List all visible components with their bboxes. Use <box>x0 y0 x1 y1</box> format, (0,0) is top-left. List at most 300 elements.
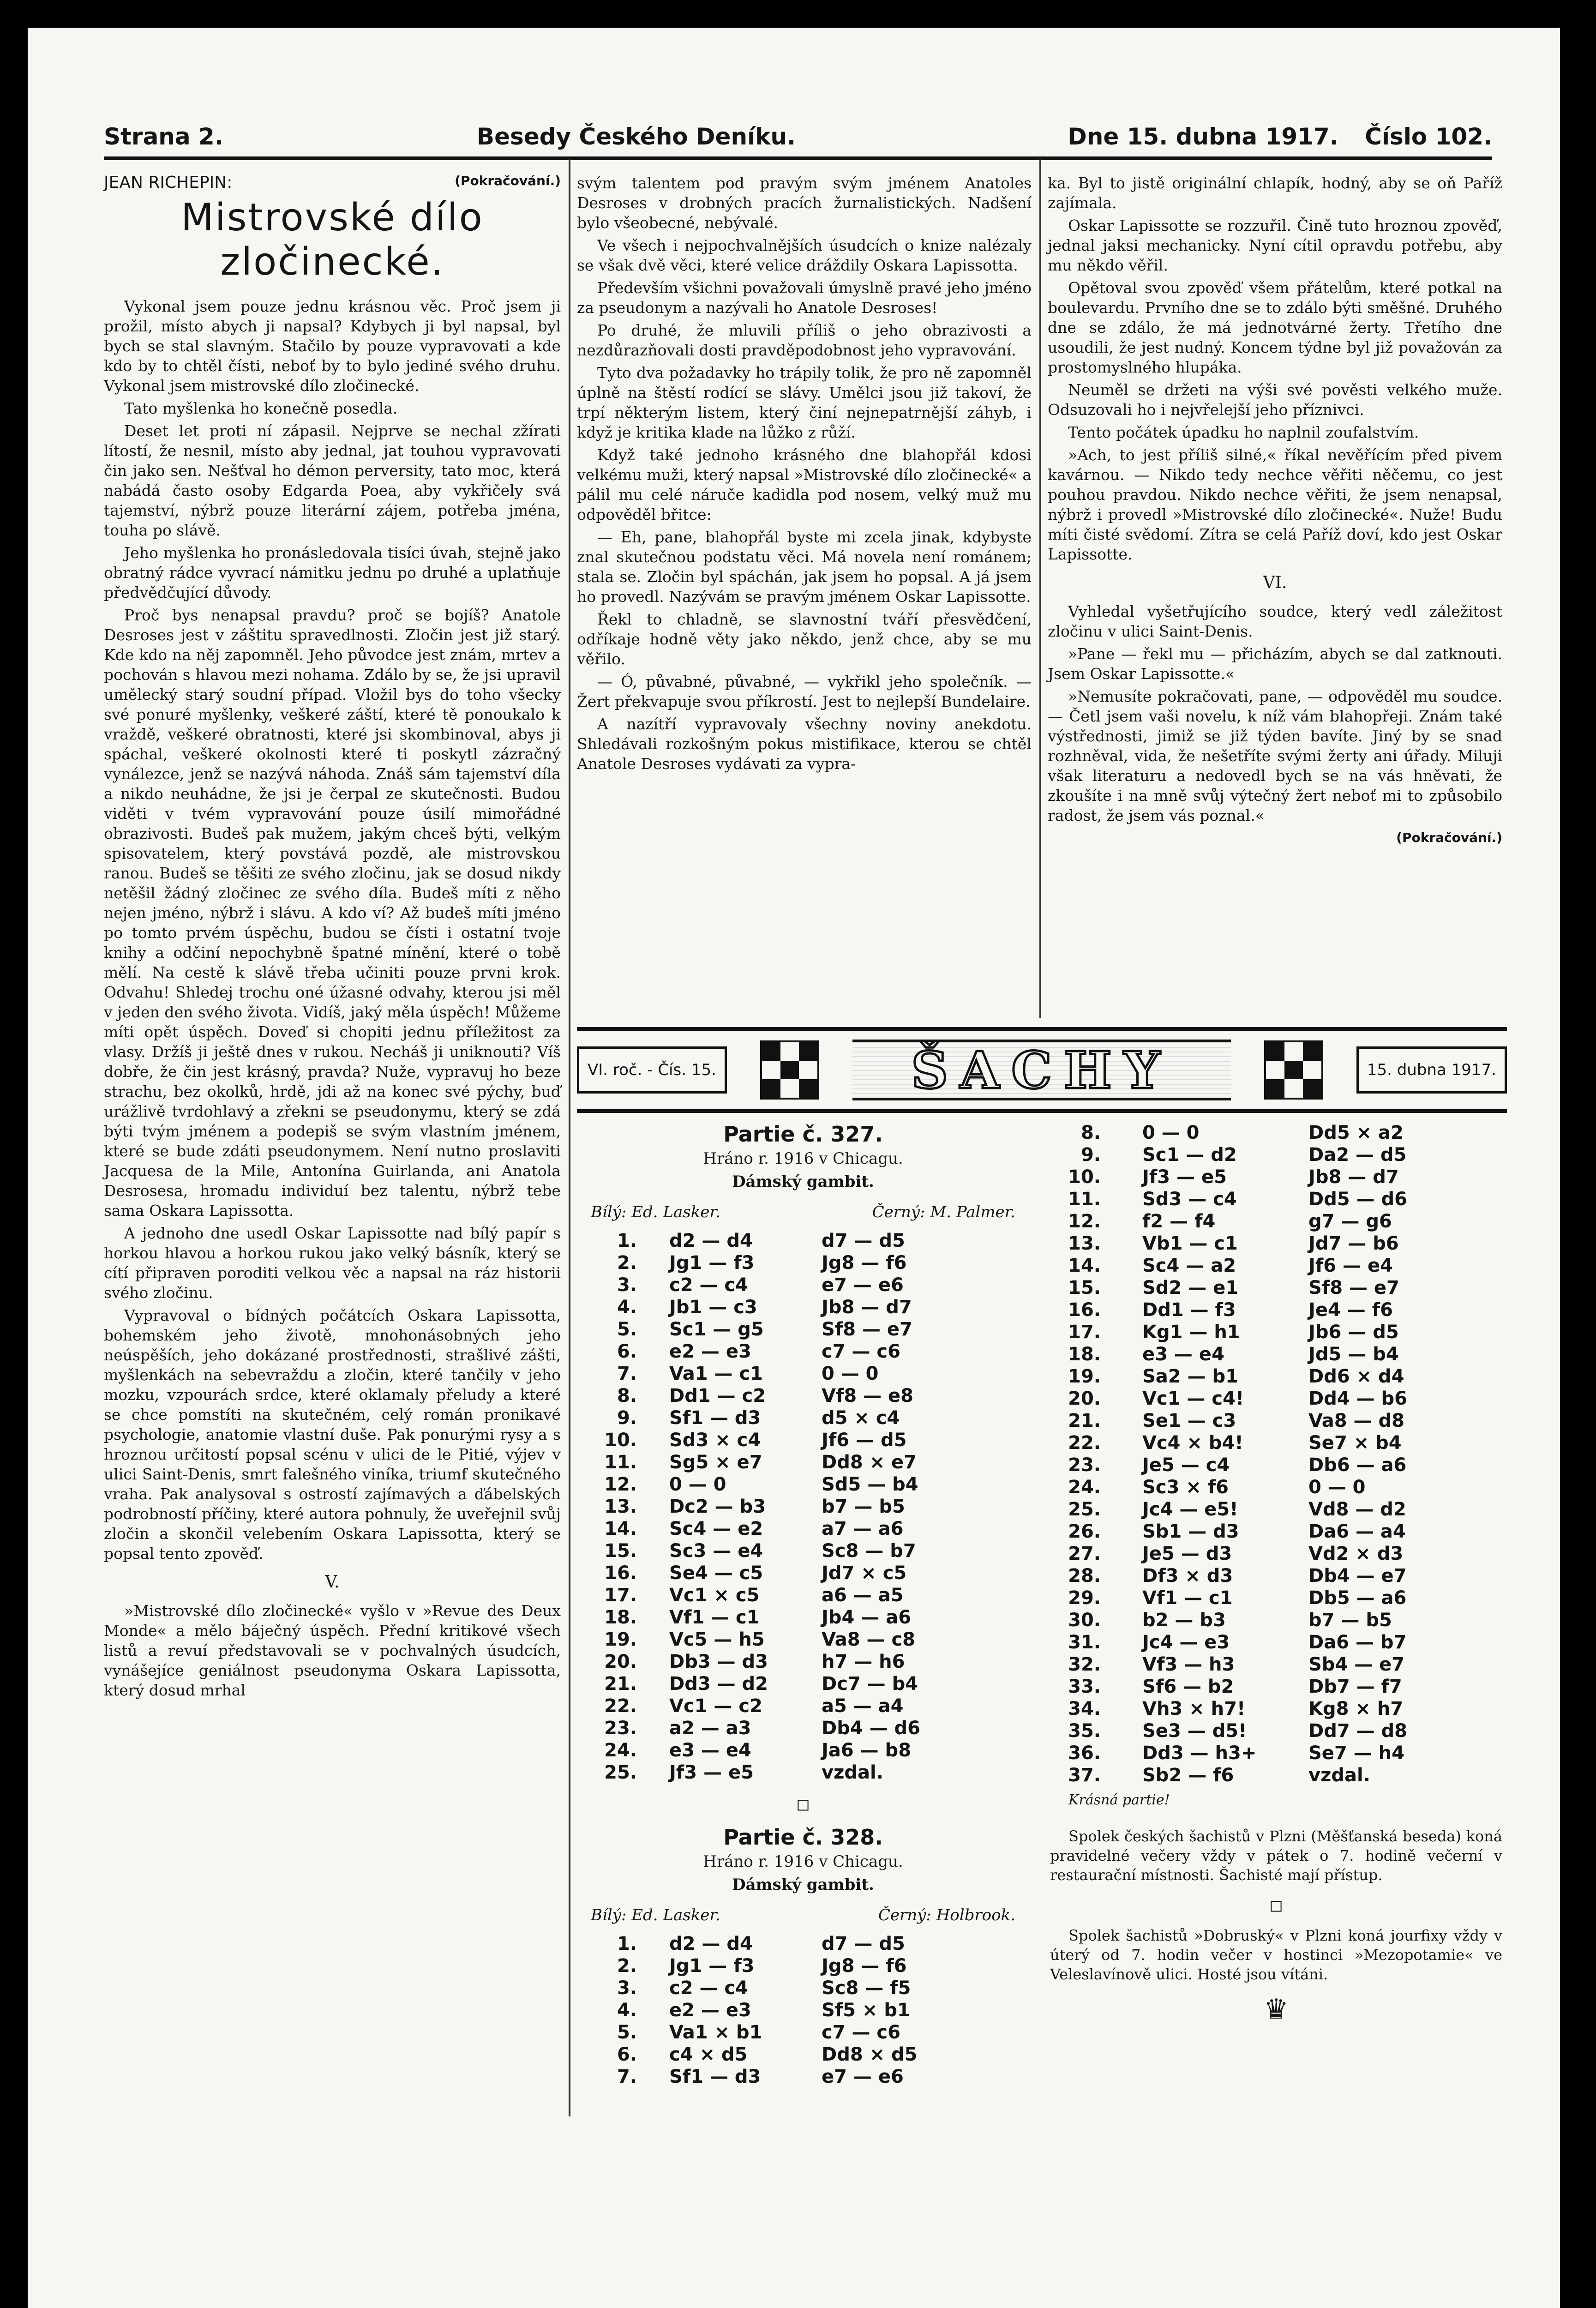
paragraph: Tyto dva požadavky ho trápily tolik, že pro ně zapomněl úplně na štěstí rodící se slávy. Umělci jsou již takoví, že trpí některým listem, který činí nejnepatrnější záhyb, i když je kritika klade na lůžko z růží. <box>577 364 1032 441</box>
move-number: 37. <box>1068 1765 1101 1786</box>
black-move: Dd5 × a2 <box>1308 1122 1404 1143</box>
black-move: vzdal. <box>1308 1765 1370 1786</box>
black-move: Se7 × b4 <box>1308 1432 1402 1454</box>
move-row <box>582 1933 974 1955</box>
black-move: b7 — b5 <box>822 1496 905 1517</box>
club-notice: Spolek českých šachistů v Plzni (Měšťanská beseda) koná pravidelné večery vždy v pátek o 7. hodině večerní v restaurační místnosti. Šachisté mají přístup. <box>1050 1827 1502 1884</box>
move-number: 15. <box>604 1540 637 1562</box>
white-move: Sd2 — e1 <box>1142 1277 1239 1298</box>
paragraph: Jeho myšlenka ho pronásledovala tisíci úvah, stejně jako obratný rádce vyvrací námitku jednu po druhé a uplatňuje předvědčující důvody. <box>104 544 561 601</box>
move-row <box>582 1340 974 1363</box>
chess-banner <box>577 1027 1507 1113</box>
white-player: Bílý: Ed. Lasker. <box>591 1203 720 1221</box>
move-number: 35. <box>1068 1720 1101 1742</box>
move-number: 4. <box>617 1297 637 1318</box>
paragraph: Tento počátek úpadku ho naplnil zoufalstvím. <box>1068 423 1419 441</box>
club-notice: Spolek šachistů »Dobruský« v Plzni koná jourfixy vždy v úterý od 7. hodin večer v hostinci »Mezopotamie« ve Veleslavínově ulici. Hosté jsou vítáni. <box>1050 1927 1502 1983</box>
black-move: Je4 — f6 <box>1308 1299 1393 1321</box>
move-number: 28. <box>1068 1565 1101 1587</box>
move-row <box>582 1717 974 1739</box>
white-move: Sc1 — g5 <box>669 1319 764 1340</box>
col3-body <box>1048 173 1502 564</box>
column-rule <box>1039 159 1041 1018</box>
white-move: Sc4 — a2 <box>1142 1255 1236 1276</box>
white-move: c2 — c4 <box>669 1274 748 1296</box>
paragraph: Když také jednoho krásného dne blahopřál kdosi velkému muži, který napsal »Mistrovské dílo zločinecké« a pálil mu celé náruče kadidla pod nosem, velký muž mu odpověděl břitce: <box>577 446 1032 523</box>
white-move: Se3 — d5! <box>1142 1720 1247 1742</box>
white-move: Df3 × d3 <box>1142 1565 1233 1587</box>
white-move: Jf3 — e5 <box>669 1762 754 1783</box>
black-move: Db4 — e7 <box>1308 1565 1407 1587</box>
black-move: Dd5 — d6 <box>1308 1189 1407 1210</box>
move-number: 21. <box>604 1673 637 1695</box>
white-move: Va1 × b1 <box>669 2022 762 2043</box>
move-number: 24. <box>604 1740 637 1761</box>
chess-column-1 <box>582 1122 1025 2088</box>
white-move: Sg5 × e7 <box>669 1452 762 1473</box>
black-move: a7 — a6 <box>822 1518 904 1539</box>
move-number: 25. <box>604 1762 637 1783</box>
white-move: Db3 — d3 <box>669 1651 768 1672</box>
game-remark: Krásná partie! <box>1068 1792 1170 1808</box>
white-move: Va1 — c1 <box>669 1363 763 1384</box>
white-move: 0 — 0 <box>669 1474 726 1495</box>
paragraph: Oskar Lapissotte se rozzuřil. Čině tuto hroznou zpověď, jednal jaksi mechanicky. Nyní cítil opravdu potřebu, aby mu někdo věřil. <box>1048 216 1502 274</box>
black-move: Vd2 × d3 <box>1308 1543 1404 1564</box>
move-number: 23. <box>604 1718 637 1739</box>
move-row <box>1050 1631 1461 1653</box>
move-row <box>582 1562 974 1584</box>
chess-title: ŠACHY <box>852 1040 1231 1100</box>
move-number: 13. <box>1068 1233 1101 1254</box>
white-move: Se1 — c3 <box>1142 1410 1236 1431</box>
black-move: Sc8 — b7 <box>822 1540 916 1562</box>
move-row <box>1050 1255 1461 1277</box>
move-number: 3. <box>617 1977 637 1999</box>
move-row <box>1050 1232 1461 1255</box>
white-move: d2 — d4 <box>669 1230 753 1251</box>
move-row <box>582 1296 974 1318</box>
section-heading: VI. <box>1263 573 1287 592</box>
move-number: 16. <box>1068 1299 1101 1321</box>
white-move: Dd3 — h3+ <box>1142 1743 1257 1764</box>
move-row <box>582 1999 974 2021</box>
move-number: 11. <box>604 1452 637 1473</box>
move-number: 7. <box>617 2066 637 2087</box>
black-move: Db6 — a6 <box>1308 1455 1407 1476</box>
black-move: Db7 — f7 <box>1308 1676 1402 1697</box>
game-place: Hráno r. 1916 v Chicagu. <box>703 1852 903 1871</box>
move-row <box>582 1584 974 1606</box>
move-row <box>582 2066 974 2088</box>
move-number: 29. <box>1068 1587 1101 1609</box>
black-move: vzdal. <box>822 1762 883 1783</box>
story-column-2 <box>577 173 1032 776</box>
paragraph: »Pane — řekl mu — přicházím, abych se dal zatknouti. Jsem Oskar Lapissotte.« <box>1048 645 1502 683</box>
black-move: c7 — c6 <box>822 1341 900 1362</box>
white-move: Sc4 — e2 <box>669 1518 763 1539</box>
move-number: 9. <box>1080 1144 1101 1166</box>
move-row <box>582 1230 974 1252</box>
paragraph: Tato myšlenka ho konečně posedla. <box>124 399 398 417</box>
white-move: c4 × d5 <box>669 2044 748 2065</box>
paragraph: Deset let proti ní zápasil. Nejprve se nechal zžírati lítostí, že nesnil, místo aby jednal, jat touhou vypravovati čin jako sen. Nešťval ho démon perversity, tato moc, která nabádá často osoby Edgarda Poea, aby vykřičely svá tajemství, nýbrž pouze literární zájem, potřeba jména, touha po slávě. <box>104 422 561 539</box>
black-move: d7 — d5 <box>822 1230 905 1251</box>
move-row <box>1050 1498 1461 1521</box>
move-number: 7. <box>617 1363 637 1384</box>
moves-table <box>1050 1122 1461 1786</box>
move-number: 31. <box>1068 1632 1101 1653</box>
paragraph: Vypravoval o bídných počátcích Oskara Lapissotta, bohemském jeho životě, mnohonásobných jeho neúspěších, jeho dokázané prostřednosti, strašlivé zášti, myšlenkách na sebevraždu a zločin, které tančily v jeho mozku, vzpourách srdce, které oklamaly přeludy a které se chce pomstíti na skutečném, celý román pronikavé psychologie, anatomie vlastní duše. Pak ponurými rysy a s hroznou určitostí popsal scénu v ulici de le Pitié, výjev v ulici Saint-Denis, smrt falešného viníka, triumf skutečného vraha. Pak analysoval s ostrostí zajímavých a ďábelských podrobností příčiny, které autora pohnuly, že uveřejnil svůj zločin a skončil velebením Oskara Lapissotta, který se popsal tento zpověď. <box>104 1306 561 1563</box>
white-move: Vb1 — c1 <box>1142 1233 1238 1254</box>
black-move: d7 — d5 <box>822 1933 905 1954</box>
move-row <box>582 1429 974 1451</box>
white-move: Se4 — c5 <box>669 1563 763 1584</box>
paragraph: Řekl to chladně, se slavnostní tváří přesvědčení, odříkaje hodně věty jako někdo, jenž chce, aby se mu věřilo. <box>577 610 1032 668</box>
black-move: Dd8 × e7 <box>822 1452 917 1473</box>
move-row <box>582 2044 974 2066</box>
black-move: h7 — h6 <box>822 1651 905 1672</box>
game-title: Partie č. 328. <box>723 1825 883 1850</box>
white-move: Sf6 — b2 <box>1142 1676 1234 1697</box>
black-move: Jb6 — d5 <box>1308 1322 1399 1343</box>
black-move: Db4 — d6 <box>822 1718 920 1739</box>
black-move: Se7 — h4 <box>1308 1743 1404 1764</box>
white-move: Vf1 — c1 <box>669 1607 760 1628</box>
black-move: c7 — c6 <box>822 2022 900 2043</box>
move-number: 19. <box>604 1629 637 1650</box>
move-row <box>1050 1188 1461 1210</box>
black-move: Dd7 — d8 <box>1308 1720 1407 1742</box>
white-move: Jc4 — e3 <box>1142 1632 1230 1653</box>
black-move: Jb8 — d7 <box>822 1297 912 1318</box>
white-move: Vc1 — c4! <box>1142 1388 1244 1409</box>
white-move: Vf1 — c1 <box>1142 1587 1233 1609</box>
move-row <box>1050 1410 1461 1432</box>
col1-body <box>104 296 561 1563</box>
move-row <box>1050 1676 1461 1698</box>
move-row <box>582 1385 974 1407</box>
black-move: g7 — g6 <box>1308 1211 1392 1232</box>
move-number: 14. <box>1068 1255 1101 1276</box>
move-row <box>1050 1764 1461 1786</box>
white-move: Sb2 — f6 <box>1142 1765 1234 1786</box>
story-column-3 <box>1048 173 1502 845</box>
move-row <box>582 1761 974 1784</box>
white-move: Je5 — d3 <box>1142 1543 1232 1564</box>
white-move: Sc3 — e4 <box>669 1540 763 1562</box>
white-move: Sf1 — d3 <box>669 2066 761 2087</box>
white-move: 0 — 0 <box>1142 1122 1200 1143</box>
move-number: 8. <box>1080 1122 1101 1143</box>
black-move: Sf8 — e7 <box>822 1319 912 1340</box>
paragraph: A jednoho dne usedl Oskar Lapissotte nad bílý papír s horkou hlavou a horkou rukou jako velký básník, který se cítí připraven poroditi velkou věc a napsal na ráz historii svého zločinu. <box>104 1224 561 1302</box>
black-move: Sc8 — f5 <box>822 1977 911 1999</box>
moves-table <box>582 1933 974 2088</box>
move-number: 36. <box>1068 1743 1101 1764</box>
checker-icon <box>760 1040 819 1100</box>
black-move: b7 — b5 <box>1308 1610 1392 1631</box>
column-rule <box>569 1018 570 2116</box>
issue-number: Číslo 102. <box>1365 123 1492 150</box>
paragraph: Především všichni považovali úmyslně pravé jeho jméno za pseudonym a nazývali ho Anatole Desroses! <box>577 279 1032 317</box>
move-row <box>582 1318 974 1340</box>
paragraph: Opětoval svou zpověď všem přátelům, které potkal na boulevardu. Prvního dne se to zdálo býti směšné. Druhého dne se zdálo, že má jednotvárné žerty. Třetího dne usoudili, že jest nudný. Koncem týdne byl již považován za prostomyslného hlupáka. <box>1048 279 1502 376</box>
black-move: Jd7 — b6 <box>1308 1233 1399 1254</box>
white-move: e2 — e3 <box>669 2000 751 2021</box>
move-number: 8. <box>617 1385 637 1406</box>
black-move: Dd6 × d4 <box>1308 1366 1404 1387</box>
story-column-1 <box>104 173 561 1703</box>
white-move: Jg1 — f3 <box>669 1955 755 1977</box>
black-move: Dd8 × d5 <box>822 2044 918 2065</box>
move-number: 22. <box>1068 1432 1101 1454</box>
black-move: Jd5 — b4 <box>1308 1344 1399 1365</box>
white-move: Sb1 — d3 <box>1142 1521 1239 1542</box>
move-row <box>1050 1476 1461 1498</box>
move-number: 2. <box>617 1252 637 1274</box>
white-move: d2 — d4 <box>669 1933 753 1954</box>
white-move: e3 — e4 <box>669 1740 751 1761</box>
paragraph: — Ó, půvabné, půvabné, — vykřikl jeho společník. — Žert překvapuje svou příkrostí. Jest to nejlepší Bundelaire. <box>577 673 1032 710</box>
black-move: Kg8 × h7 <box>1308 1698 1404 1719</box>
checker-icon <box>1264 1040 1323 1100</box>
move-number: 14. <box>604 1518 637 1539</box>
move-row <box>582 1673 974 1695</box>
move-number: 12. <box>1068 1211 1101 1232</box>
black-move: Ja6 — b8 <box>822 1740 912 1761</box>
move-number: 26. <box>1068 1521 1101 1542</box>
move-number: 25. <box>1068 1499 1101 1520</box>
paragraph: svým talentem pod pravým svým jménem Anatoles Desroses v drobných pracích žurnalistických. Nadšení bylo všeobecné, nebývalé. <box>577 174 1032 232</box>
white-move: b2 — b3 <box>1142 1610 1226 1631</box>
move-row <box>582 1955 974 1977</box>
black-move: d5 × c4 <box>822 1407 900 1429</box>
issue-date: Dne 15. dubna 1917. <box>1068 123 1338 150</box>
players <box>591 1203 1015 1221</box>
paragraph: A nazítří vypravovaly všechny noviny anekdotu. Shledávali rozkošným pokus mistifikace, kterou se chtěl Anatole Desroses vydávati za vypra- <box>577 715 1032 773</box>
move-number: 6. <box>617 2044 637 2065</box>
move-row <box>582 1252 974 1274</box>
move-number: 17. <box>604 1585 637 1606</box>
black-move: a6 — a5 <box>822 1585 904 1606</box>
move-row <box>1050 1299 1461 1321</box>
game-opening: Dámský gambit. <box>732 1172 874 1191</box>
black-move: Jf6 — d5 <box>822 1430 907 1451</box>
byline <box>104 173 561 192</box>
column-rule <box>569 159 570 1018</box>
white-move: c2 — c4 <box>669 1977 748 1999</box>
date-issue <box>1049 123 1492 150</box>
white-player: Bílý: Ed. Lasker. <box>591 1906 720 1924</box>
move-number: 17. <box>1068 1322 1101 1343</box>
author: JEAN RICHEPIN: <box>104 173 233 192</box>
paragraph: »Ach, to jest příliš silné,« říkal nevěřícím před pivem kavárnou. — Nikdo tedy nechce věřiti něčemu, co jest pouhou pravdou. Nikdo nechce věřiti, že jsem nenapsal, nýbrž i provedl »Mistrovské dílo zločinecké«. Nuže! Budu míti čisté svědomí. Zítra se celá Paříž doví, kdo jest Oskar Lapissotte. <box>1048 446 1502 563</box>
black-move: 0 — 0 <box>822 1363 879 1384</box>
game-opening: Dámský gambit. <box>732 1875 874 1894</box>
black-move: Vd8 — d2 <box>1308 1499 1406 1520</box>
black-move: Da6 — b7 <box>1308 1632 1407 1653</box>
move-row <box>1050 1144 1461 1166</box>
white-move: Sd3 — c4 <box>1142 1189 1237 1210</box>
move-number: 9. <box>617 1407 637 1429</box>
white-move: Sf1 — d3 <box>669 1407 761 1429</box>
move-row <box>1050 1321 1461 1343</box>
move-row <box>1050 1122 1461 1144</box>
black-move: Dc7 — b4 <box>822 1673 918 1695</box>
move-number: 6. <box>617 1341 637 1362</box>
move-number: 18. <box>604 1607 637 1628</box>
black-move: Da2 — d5 <box>1308 1144 1407 1166</box>
move-number: 1. <box>617 1230 637 1251</box>
move-row <box>582 1496 974 1518</box>
white-move: Je5 — c4 <box>1142 1455 1230 1476</box>
move-number: 13. <box>604 1496 637 1517</box>
move-number: 30. <box>1068 1610 1101 1631</box>
move-row <box>1050 1609 1461 1631</box>
move-number: 18. <box>1068 1344 1101 1365</box>
crown-icon: ♛ <box>1264 1993 1289 2026</box>
move-row <box>1050 1698 1461 1720</box>
move-number: 23. <box>1068 1455 1101 1476</box>
move-number: 10. <box>604 1430 637 1451</box>
black-move: Sd5 — b4 <box>822 1474 918 1495</box>
black-move: Jd7 × c5 <box>822 1563 907 1584</box>
divider-mark: ◻ <box>796 1795 810 1814</box>
date-label: 15. dubna 1917. <box>1356 1046 1507 1094</box>
paragraph: Vyhledal vyšetřujícího soudce, který vedl záležitost zločinu v ulici Saint-Denis. <box>1048 602 1502 640</box>
move-row <box>582 1407 974 1429</box>
move-row <box>582 1274 974 1296</box>
moves-table <box>582 1230 974 1784</box>
black-move: Sf8 — e7 <box>1308 1277 1399 1298</box>
move-row <box>582 1473 974 1496</box>
move-row <box>582 1540 974 1562</box>
white-move: Jg1 — f3 <box>669 1252 755 1274</box>
paragraph: Po druhé, že mluvili příliš o jeho obrazivosti a nezdůrazňovali dosti pravděpodobnost jeho vypravování. <box>577 321 1032 359</box>
move-row <box>582 1651 974 1673</box>
black-move: Va8 — c8 <box>822 1629 915 1650</box>
white-move: Kg1 — h1 <box>1142 1322 1240 1343</box>
paragraph: — Eh, pane, blahopřál byste mi zcela jinak, kdybyste znal skutečnou podstatu věci. Má novela není románem; stala se. Zločin byl spáchán, jak jsem ho popsal. A já jsem ho provedl. Nazývám se pravým jménem Oskar Lapissotte. <box>577 528 1032 606</box>
move-row <box>582 1363 974 1385</box>
chess-column-2 <box>1050 1122 1502 2026</box>
move-number: 5. <box>617 1319 637 1340</box>
black-move: Sb4 — e7 <box>1308 1654 1405 1675</box>
paragraph: Neuměl se držeti na výši své pověsti velkého muže. Odsuzovali ho i nejvřelejší jeho příznivci. <box>1048 381 1502 419</box>
black-move: Jb8 — d7 <box>1308 1166 1399 1188</box>
white-move: e3 — e4 <box>1142 1344 1224 1365</box>
black-move: Jg8 — f6 <box>822 1252 907 1274</box>
move-number: 4. <box>617 2000 637 2021</box>
move-row <box>1050 1454 1461 1476</box>
page-number: Strana 2. <box>104 123 223 150</box>
move-number: 5. <box>617 2022 637 2043</box>
game-place: Hráno r. 1916 v Chicagu. <box>703 1149 903 1168</box>
black-move: Vf8 — e8 <box>822 1385 914 1406</box>
paragraph: Proč bys nenapsal pravdu? proč se bojíš? Anatole Desroses jest v záštitu spravedlnosti. Zločin jest již starý. Kde kdo na něj zapomněl. Jeho původce jest znám, mrtev a pochován s hlavou mezi nohama. Zdálo by se, že jsi upravil umělecký starý soudní případ. Vložil bys do toho všecky své ponuré myšlenky, veškeré záští, které tě ponoukalo k vraždě, veškeré obratnosti, které jsi skombinoval, abys ji spáchal, veškeré okolnosti které ti poskytl zázračný vynálezce, jenž se nazývá náhoda. Znáš sám tajemství díla a nikdo neuhádne, že jsi je čerpal ze skutečnosti. Budou viděti v tvém vypravování pouze úsilí mimořádné obrazivosti. Budeš pak mužem, jakým chceš býti, velkým spisovatelem, který povstává pozdě, ale mistrovskou ranou. Budeš se těšiti ze svého zločinu, jak se dosud nikdy netěšil žádný zločinec ze svého díla. Budeš míti z něho nejen jméno, nýbrž i slávu. A kdo ví? Až budeš míti jméno po tomto prvém úspěchu, budou se čísti i ostatní tvoje knihy a odčiní nepochybně špatné mínění, které o tobě mělí. Na cestě k slávě třeba učiniti pouze prvni krok. Odvahu! Shledej trochu oné úžasné odvahy, kterou jsi měl v jeden den svého života. Vidíš, jaký měla úspěch! Můžeme míti opět úspěch. Doveď si chopiti jednu příležitost za vlasy. Držíš ji ještě dnes v rukou. Necháš ji uniknouti? Víš dobře, že čin jest krásný, pravda? Nuže, vypravuj ho beze strachu, bez okolků, hrdě, jdi až na konec své pýchy, buď urážlivě tvrdohlavý a zřekni se pseudonymu, který se zdá býti tvým jménem a podepiš se svým vlastním jménem, které se bude zdáti pseudonymem. Není nutno proslaviti Jacquesa de la Mile, Antonína Guirlanda, ani Anatola Desrosesa, hromadu individuí bez talentu, nýbrž tebe sama Oskara Lapissotta. <box>104 606 561 1220</box>
paragraph: »Nemusíte pokračovati, pane, — odpověděl mu soudce. — Četl jsem vaši novelu, k níž vám blahopřeji. Znám také výstřednosti, jimiž se již týden bavíte. Jiný by se snad rozhněval, vida, že nešetříte svými žerty ani úřady. Miluji však literaturu a nedovedl bych se na vás hněvati, že zkoušíte i na mně svůj výtečný žert neboť mi to způsobilo radost, že jsem vás poznal.« <box>1048 687 1502 824</box>
move-number: 20. <box>1068 1388 1101 1409</box>
white-move: Sd3 × c4 <box>669 1430 761 1451</box>
move-row <box>1050 1277 1461 1299</box>
white-move: Dd1 — c2 <box>669 1385 766 1406</box>
game-title: Partie č. 327. <box>723 1122 883 1147</box>
white-move: Vc1 × c5 <box>669 1585 760 1606</box>
move-number: 27. <box>1068 1543 1101 1564</box>
paragraph: Vykonal jsem pouze jednu krásnou věc. Proč jsem ji prožil, místo abych ji napsal? Kdybych ji byl napsal, byl bych se stal slavným. Stačilo by pouze vypravovati a kde kdo by to chtěl čísti, neboť by to bylo jediné svého druhu. Vykonal jsem mistrovské dílo zločinecké. <box>104 297 561 395</box>
move-number: 10. <box>1068 1166 1101 1188</box>
move-row <box>582 1518 974 1540</box>
col3-tail <box>1048 601 1502 825</box>
move-number: 24. <box>1068 1477 1101 1498</box>
white-move: Sa2 — b1 <box>1142 1366 1238 1387</box>
white-move: Vc1 — c2 <box>669 1695 762 1717</box>
white-move: a2 — a3 <box>669 1718 751 1739</box>
move-row <box>1050 1587 1461 1609</box>
move-row <box>582 1977 974 1999</box>
move-number: 12. <box>604 1474 637 1495</box>
move-number: 15. <box>1068 1277 1101 1298</box>
black-move: Dd4 — b6 <box>1308 1388 1407 1409</box>
move-row <box>582 1606 974 1629</box>
move-row <box>582 1695 974 1717</box>
white-move: Vh3 × h7! <box>1142 1698 1246 1719</box>
black-move: Va8 — d8 <box>1308 1410 1404 1431</box>
white-move: Vf3 — h3 <box>1142 1654 1235 1675</box>
white-move: Sc1 — d2 <box>1142 1144 1237 1166</box>
move-row <box>1050 1720 1461 1742</box>
col2-body <box>577 173 1032 774</box>
paper-name: Besedy Českého Deníku. <box>477 123 796 150</box>
continued-note: (Pokračování.) <box>455 173 561 188</box>
move-row <box>1050 1166 1461 1188</box>
black-move: Db5 — a6 <box>1308 1587 1407 1609</box>
move-row <box>1050 1543 1461 1565</box>
move-number: 32. <box>1068 1654 1101 1675</box>
black-move: 0 — 0 <box>1308 1477 1366 1498</box>
black-player: Černý: M. Palmer. <box>872 1203 1015 1221</box>
black-move: Jf6 — e4 <box>1308 1255 1393 1276</box>
players <box>591 1906 1015 1924</box>
move-number: 3. <box>617 1274 637 1296</box>
move-row <box>1050 1388 1461 1410</box>
move-row <box>582 2021 974 2044</box>
section-heading: V. <box>325 1573 340 1592</box>
move-row <box>1050 1653 1461 1676</box>
move-row <box>582 1629 974 1651</box>
move-row <box>1050 1742 1461 1764</box>
paragraph: »Mistrovské dílo zločinecké« vyšlo v »Revue des Deux Monde« a mělo báječný úspěch. Přední kritikové všech listů a revuí představovali se v pochvalných úsudcích, vynášejíce geniálnost pseudonyma Oskara Lapissotta, který dosud mrhal <box>104 1602 561 1699</box>
move-number: 19. <box>1068 1366 1101 1387</box>
move-number: 2. <box>617 1955 637 1977</box>
paragraph: Ve všech i nejpochvalnějších úsudcích o knize nalézaly se však dvě věci, které velice dráždily Oskara Lapissotta. <box>577 236 1032 274</box>
move-row <box>1050 1432 1461 1454</box>
move-row <box>582 1739 974 1761</box>
move-row <box>1050 1565 1461 1587</box>
black-move: Jb4 — a6 <box>822 1607 912 1628</box>
move-row <box>1050 1210 1461 1232</box>
end-note: (Pokračování.) <box>1396 830 1502 845</box>
move-number: 34. <box>1068 1698 1101 1719</box>
move-number: 11. <box>1068 1189 1101 1210</box>
white-move: Vc4 × b4! <box>1142 1432 1243 1454</box>
move-row <box>1050 1521 1461 1543</box>
paragraph: ka. Byl to jistě originální chlapík, hodný, aby se oň Paříž zajímala. <box>1048 174 1502 212</box>
black-move: e7 — e6 <box>822 1274 904 1296</box>
move-number: 33. <box>1068 1676 1101 1697</box>
page-header <box>104 104 1492 160</box>
